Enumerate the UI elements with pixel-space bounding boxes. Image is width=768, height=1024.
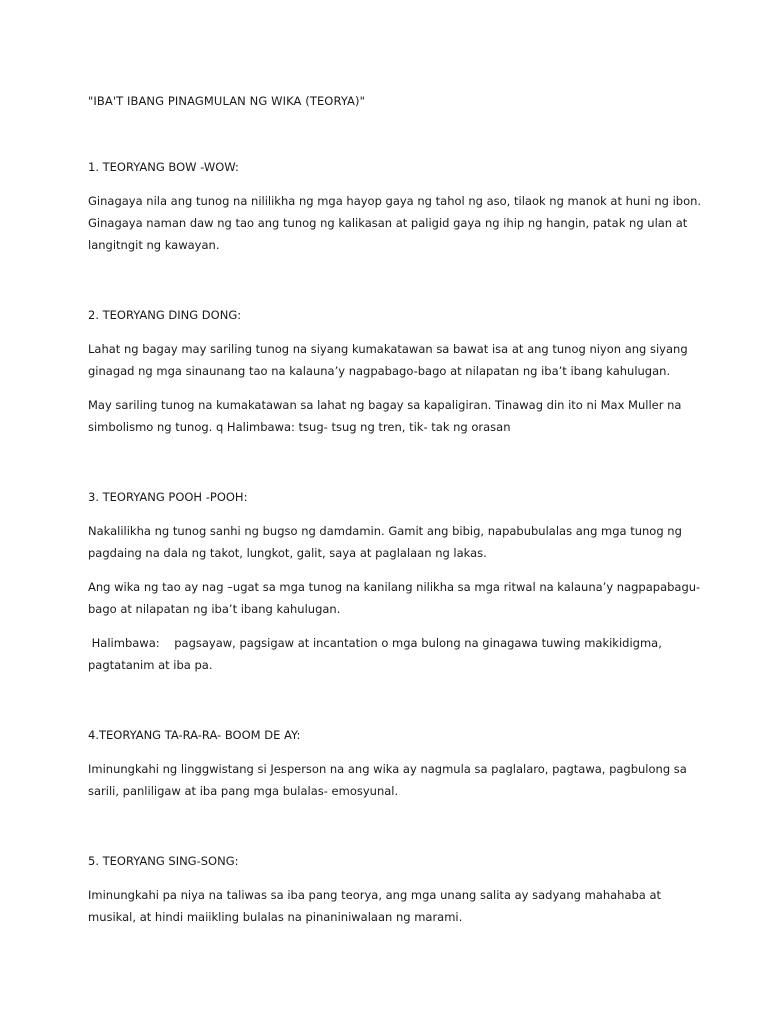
section-paragraph: Ang wika ng tao ay nag –ugat sa mga tunog na kanilang nilikha sa mga ritwal na kalauna’y nagpapabagu-bago at nilapatan ng iba’t ibang kahulugan.	[88, 580, 701, 616]
section-heading: 1. TEORYANG BOW -WOW:	[88, 160, 239, 174]
section-heading: 5. TEORYANG SING-SONG:	[88, 854, 239, 868]
section-paragraph: Halimbawa: pagsayaw, pagsigaw at incantation o mga bulong na ginagawa tuwing makikidigma, pagtatanim at iba pa.	[88, 636, 666, 672]
section-paragraph: Nakalilikha ng tunog sanhi ng bugso ng damdamin. Gamit ang bibig, napabubulalas ang mga tunog ng pagdaing na dala ng takot, lungkot, galit, saya at paglalaan ng lakas.	[88, 524, 682, 560]
section-paragraph: Iminungkahi ng linggwistang si Jesperson na ang wika ay nagmula sa paglalaro, pagtawa, pagbulong sa sarili, panliligaw at iba pang mga bulalas- emosyunal.	[88, 762, 687, 798]
section-heading: 4.TEORYANG TA-RA-RA- BOOM DE AY:	[88, 728, 301, 742]
section-pooh-pooh	[88, 490, 708, 676]
section-paragraph: Iminungkahi pa niya na taliwas sa iba pang teorya, ang mga unang salita ay sadyang mahahaba at musikal, at hindi maiikling bulalas na pinaniniwalaan ng marami.	[88, 888, 662, 924]
section-heading: 2. TEORYANG DING DONG:	[88, 308, 242, 322]
section-paragraph: Ginagaya nila ang tunog na nililikha ng mga hayop gaya ng tahol ng aso, tilaok ng manok at huni ng ibon. Ginagaya naman daw ng tao ang tunog ng kalikasan at paligid gaya ng ihip ng hangin, patak ng ulan at langitngit ng kawayan.	[88, 194, 702, 252]
section-bow-wow	[88, 160, 708, 256]
section-paragraph: Lahat ng bagay may sariling tunog na siyang kumakatawan sa bawat isa at ang tunog niyon ang siyang ginagad ng mga sinaunang tao na kalauna’y nagpabago-bago at nilapatan ng iba’t ibang kahulugan.	[88, 342, 688, 378]
section-sing-song	[88, 854, 708, 928]
section-ta-ra-ra-boom-de-ay	[88, 728, 708, 802]
section-paragraph: May sariling tunog na kumakatawan sa lahat ng bagay sa kapaligiran. Tinawag din ito ni Max Muller na simbolismo ng tunog. q Halimbawa: tsug- tsug ng tren, tik- tak ng orasan	[88, 398, 682, 434]
section-ding-dong	[88, 308, 708, 438]
document-title: "IBA'T IBANG PINAGMULAN NG WIKA (TEORYA)"	[88, 94, 365, 108]
section-heading: 3. TEORYANG POOH -POOH:	[88, 490, 248, 504]
